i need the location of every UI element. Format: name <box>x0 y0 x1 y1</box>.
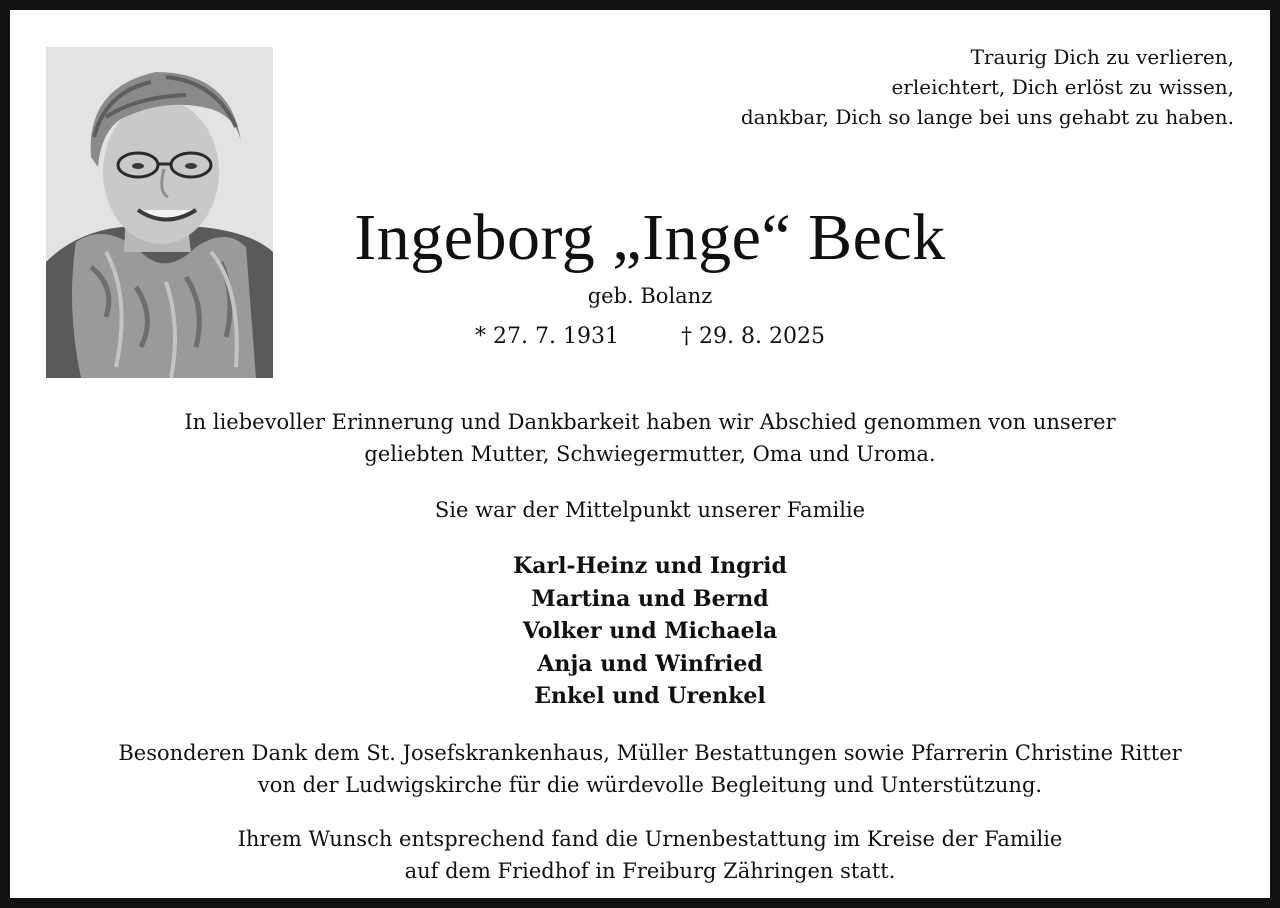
family-member: Enkel und Urenkel <box>534 683 766 709</box>
motto-line: dankbar, Dich so lange bei uns gehabt zu haben. <box>740 105 1234 129</box>
intro-line: geliebten Mutter, Schwiegermutter, Oma und Uroma. <box>364 442 936 466</box>
family-member: Karl-Heinz und Ingrid <box>513 553 787 579</box>
portrait-photo <box>46 47 273 378</box>
motto-verse <box>614 42 1234 132</box>
thanks-line: von der Ludwigskirche für die würdevolle Begleitung und Unterstützung. <box>257 773 1043 797</box>
family-member: Volker und Michaela <box>522 618 778 644</box>
thanks-line: Besonderen Dank dem St. Josefskrankenhaus, Müller Bestattungen sowie Pfarrerin Christine Ritter <box>118 741 1182 765</box>
burial-text <box>70 823 1230 887</box>
family-signatures <box>70 550 1230 713</box>
life-dates <box>390 320 910 354</box>
maiden-name: geb. Bolanz <box>587 284 713 308</box>
family-member: Anja und Winfried <box>537 650 763 677</box>
family-center-line: Sie war der Mittelpunkt unserer Familie <box>434 498 866 522</box>
death-date: † 29. 8. 2025 <box>681 324 825 349</box>
burial-line: auf dem Friedhof in Freiburg Zähringen statt. <box>404 859 896 883</box>
motto-line: erleichtert, Dich erlöst zu wissen, <box>891 75 1234 99</box>
birth-date: * 27. 7. 1931 <box>475 324 619 349</box>
family-member: Martina und Bernd <box>531 585 769 612</box>
deceased-name: Ingeborg „Inge“ Beck <box>354 201 946 274</box>
thanks-text <box>70 737 1230 801</box>
intro-text <box>70 406 1230 470</box>
motto-line: Traurig Dich zu verlieren, <box>970 45 1234 69</box>
burial-line: Ihrem Wunsch entsprechend fand die Urnenbestattung im Kreise der Familie <box>237 827 1063 851</box>
intro-line: In liebevoller Erinnerung und Dankbarkeit haben wir Abschied genommen von unserer <box>184 410 1116 434</box>
portrait-image <box>46 47 273 378</box>
